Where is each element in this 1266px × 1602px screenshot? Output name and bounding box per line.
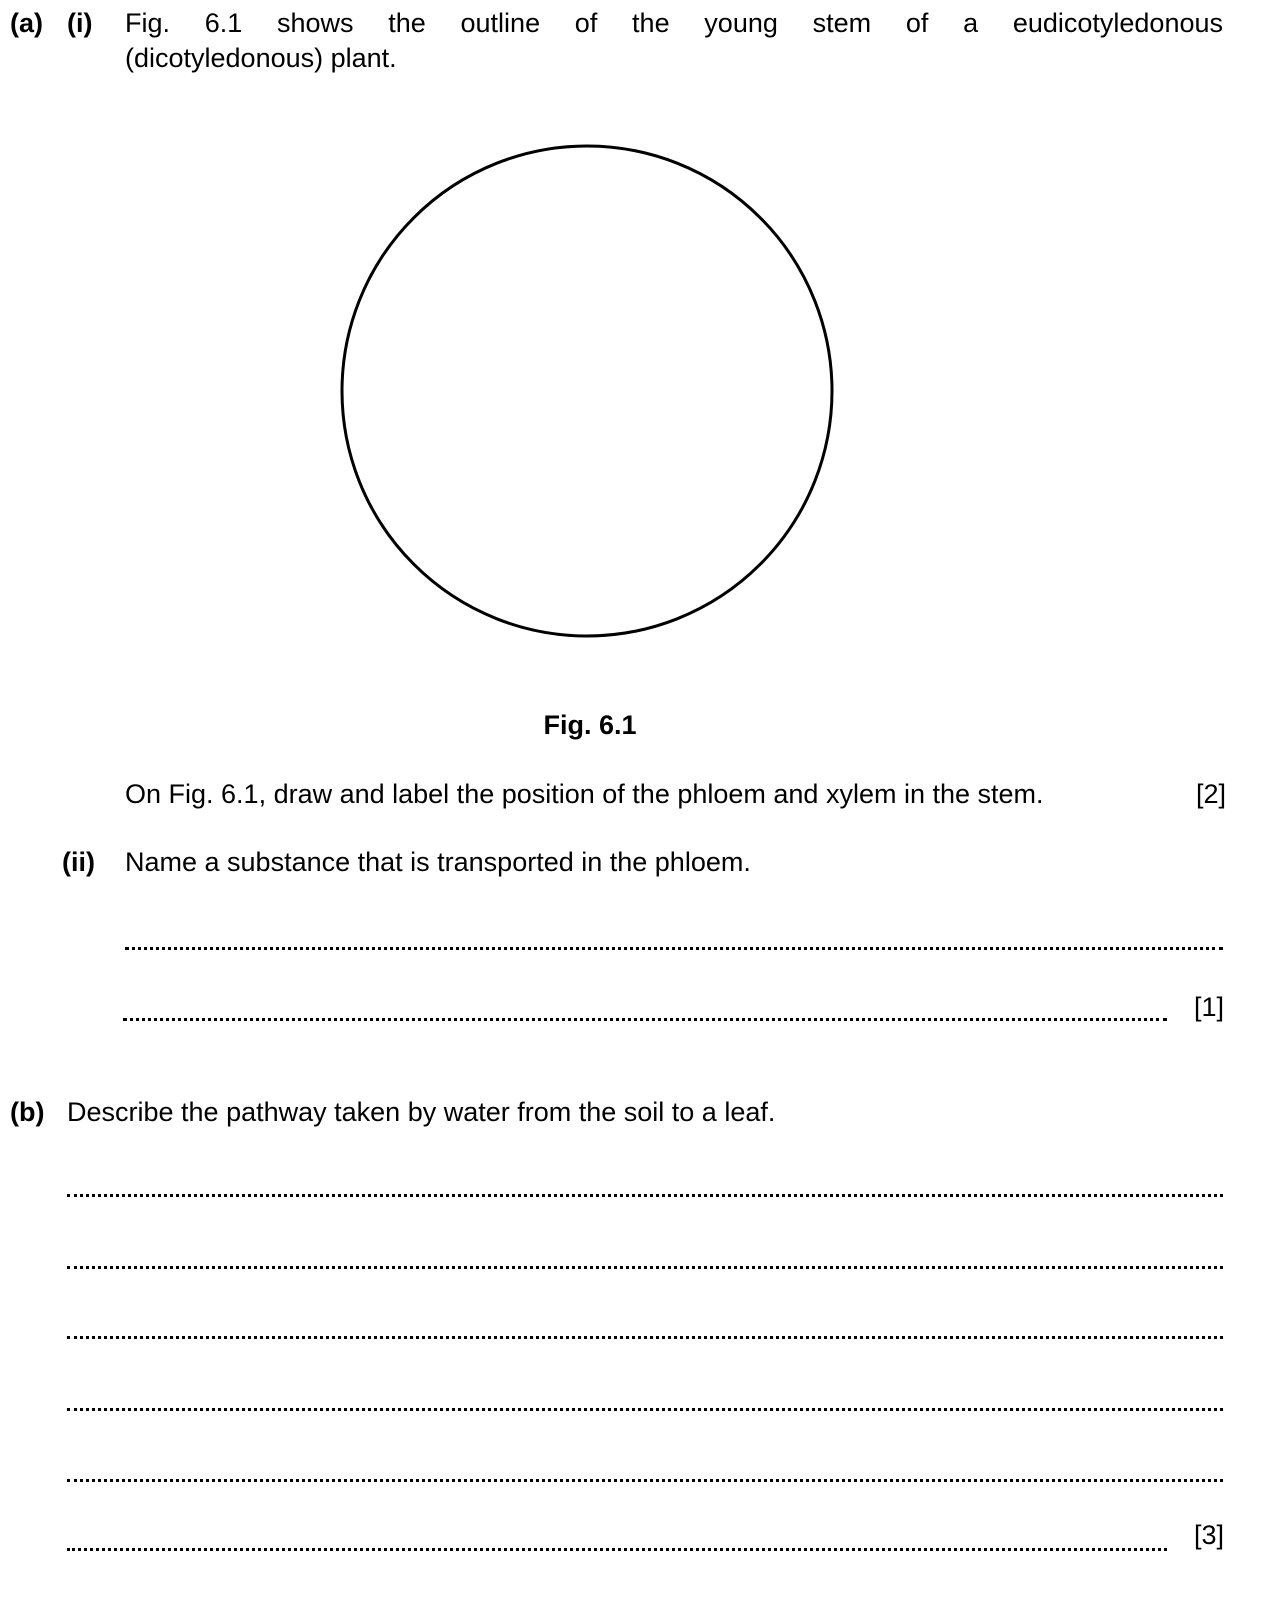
answer-line-b-1[interactable] <box>67 1194 1223 1197</box>
stem-outline-figure[interactable] <box>336 140 838 642</box>
answer-line-a-ii-2[interactable] <box>123 1018 1167 1021</box>
question-b: Describe the pathway taken by water from the soil to a leaf. <box>67 1097 776 1127</box>
part-a-i-label: (i) <box>67 8 93 38</box>
draw-instruction: On Fig. 6.1, draw and label the position of the phloem and xylem in the stem. <box>125 779 1044 809</box>
answer-line-b-2[interactable] <box>67 1266 1223 1269</box>
question-intro-line-2: (dicotyledonous) plant. <box>125 43 397 73</box>
stem-outline-circle <box>342 146 832 636</box>
marks-b: [3] <box>1194 1520 1225 1550</box>
figure-caption: Fig. 6.1 <box>543 710 637 740</box>
part-a-ii-label: (ii) <box>62 847 95 877</box>
question-a-ii: Name a substance that is transported in the phloem. <box>125 847 751 877</box>
part-a-label: (a) <box>10 8 43 38</box>
answer-line-b-4[interactable] <box>67 1408 1223 1411</box>
question-intro-line-1: Fig. 6.1 shows the outline of the young stem of a eudicotyledonous <box>125 8 1223 38</box>
answer-line-b-3[interactable] <box>67 1336 1223 1339</box>
answer-line-b-5[interactable] <box>67 1479 1223 1482</box>
answer-line-a-ii-1[interactable] <box>125 947 1223 950</box>
marks-a-i: [2] <box>1196 779 1227 809</box>
part-b-label: (b) <box>10 1097 45 1127</box>
marks-a-ii: [1] <box>1194 992 1225 1022</box>
answer-line-b-6[interactable] <box>67 1548 1167 1551</box>
